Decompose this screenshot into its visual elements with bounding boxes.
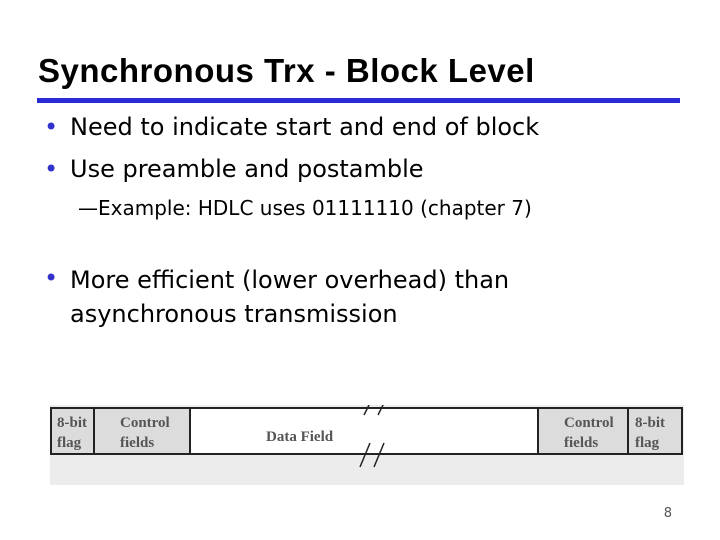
title-underline [37,98,680,103]
slide-title: Synchronous Trx - Block Level [38,52,535,89]
field-label: 8-bit flag [57,415,87,451]
bullet-dot-icon: • [44,264,59,292]
frame-format-diagram [50,405,684,485]
page-number: 8 [663,506,672,521]
field-label: Control fields [564,415,614,451]
field-label: Control fields [120,415,170,451]
bullet-text: Use preamble and postamble [70,155,424,183]
bullet-dot-icon: • [44,113,59,141]
field-label: Data Field [266,429,334,445]
sub-bullet-text: —Example: HDLC uses 01111110 (chapter 7) [78,196,532,220]
bullet-item [44,264,604,334]
field-label: 8-bit flag [635,415,665,451]
bullet-text: More efficient (lower overhead) than asynchronous transmission [70,266,510,328]
bullet-text: Need to indicate start and end of block [70,113,540,141]
bullet-dot-icon: • [44,155,59,183]
